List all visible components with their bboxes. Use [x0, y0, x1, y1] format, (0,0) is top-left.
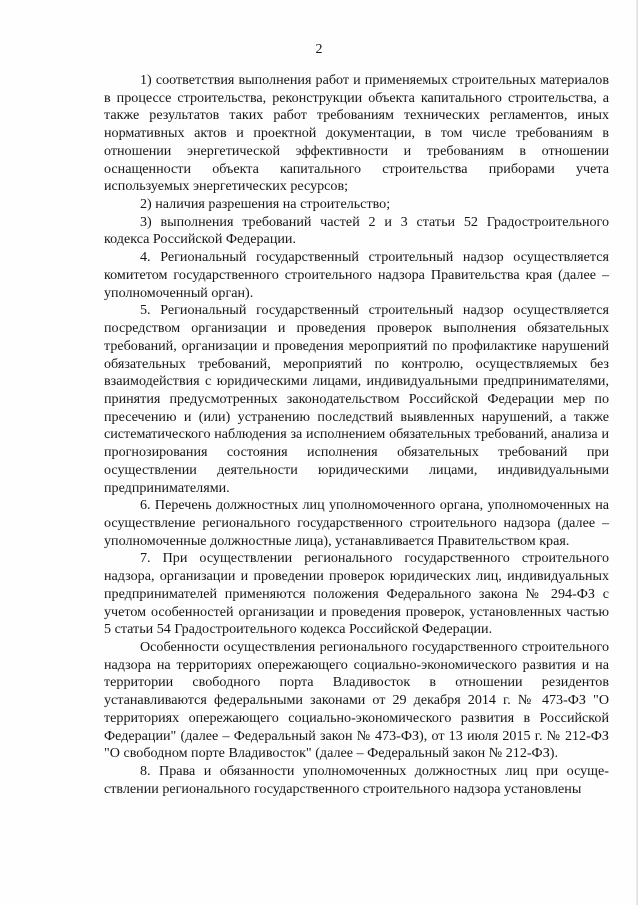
paragraph-item-3-requirements: 3) выполнения требований частей 2 и 3 статьи 52 Градостроительного кодекса Российской Федерации. — [104, 213, 609, 248]
paragraph-7-inspections: 7. При осуществлении регионального государственного строительного надзора, организации и проведении проверок юридических лиц, индивидуальных предпринимателей применяются положения Федерального закона № 294-ФЗ с учетом особенностей организации и проведения проверок, установленных частью 5 статьи 54 Градостроительного кодекса Российской Федерации. — [104, 550, 609, 638]
page-number: 2 — [315, 42, 323, 57]
paragraph-special-territories: Особенности осуществления регионального государственного строительного надзора на территориях опережающего социально-экономического развития и на территории свободного порта Владивосток в отношении резидентов устанавливаются федеральными законами от 29 декабря 2014 г. № 473-ФЗ "О территориях опережающего социально-экономического развития в Российской Федерации" (далее – Федеральный закон № 473-ФЗ), от 13 июля 2015 г. № 212-ФЗ "О свободном порте Владивосток" (далее – Федеральный закон № 212-ФЗ). — [104, 639, 609, 762]
paragraph-item-2-permit: 2) наличия разрешения на строительство; — [140, 196, 391, 213]
document-body — [104, 72, 609, 798]
paragraph-4-authorized-body: 4. Региональный государственный строительный надзор осуществляется комитетом государственного строительного надзора Правительства края (далее – уполномоченный орган). — [104, 249, 609, 301]
paragraph-item-1-conformity: 1) соответствия выполнения работ и применяемых строительных материалов в процессе строительства, реконструкции объекта капитального строительства, а также результатов таких работ требованиям технических регламентов, иных нормативных актов и проектной документации, в том числе требованиям в отношении энергетической эффективности и требованиям в отношении оснащенности объекта капитального строительства приборами учета используемых энергетических ресурсов; — [104, 72, 609, 195]
paragraph-8-rights-duties: 8. Права и обязанности уполномоченных должностных лиц при осуществлении регионального государственного строительного надзора установлены — [104, 763, 609, 797]
paragraph-6-officials-list: 6. Перечень должностных лиц уполномоченного органа, уполномоченных на осуществление регионального государственного строительного надзора (далее – уполномоченные должностные лица), устанавливается Правительством края. — [104, 497, 609, 549]
paragraph-5-supervision-methods: 5. Региональный государственный строительный надзор осуществляется посредством организации и проведения проверок выполнения обязательных требований, организации и проведения мероприятий по профилактике нарушений обязательных требований, мероприятий по контролю, осуществляемых без взаимодействия с юридическими лицами, индивидуальными предпринимателями, принятия предусмотренных законодательством Российской Федерации мер по пресечению и (или) устранению последствий выявленных нарушений, а также систематического наблюдения за исполнением обязательных требований, анализа и прогнозирования состояния исполнения обязательных требований при осуществлении деятельности юридическими лицами, индивидуальными предпринимателями. — [104, 302, 609, 496]
